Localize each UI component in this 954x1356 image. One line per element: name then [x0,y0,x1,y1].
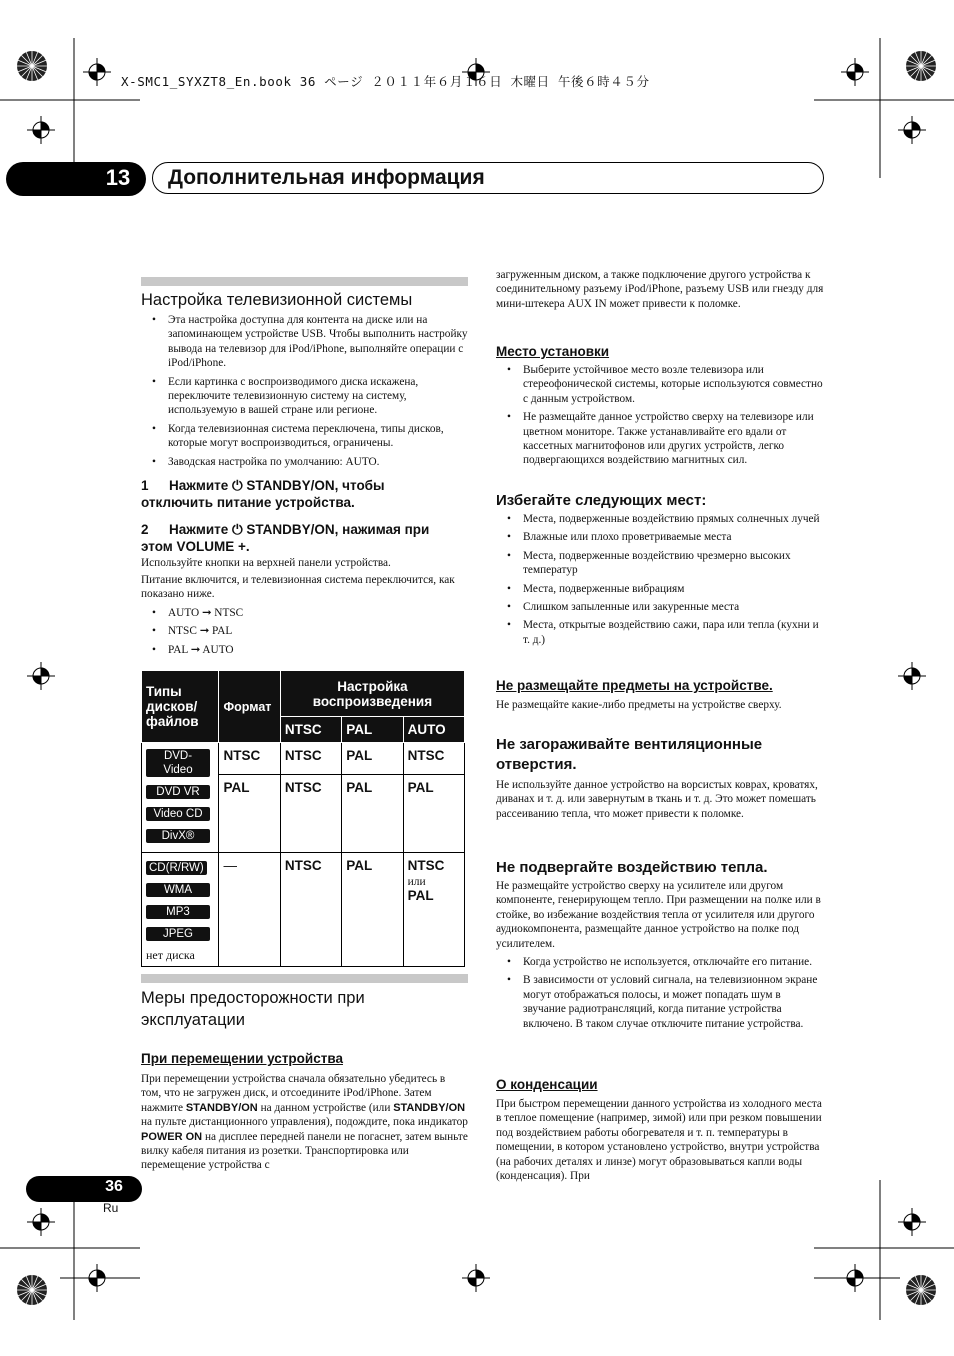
list-item: • Когда телевизионная система переключена, типы дисков, которые могут воспроизводиться, ограничены. [141,422,468,451]
list-item: • Не размещайте данное устройство сверху на телевизоре или цветном мониторе. Также устанавливайте его вдали от кассетных магнитофонов или других устройств, легко подвергающихся воздействию магнитных сил. [496,410,824,468]
avoid-bullets [496,512,824,651]
text-run: на данном устройстве (или [257,1101,394,1114]
list-item: • PAL ➞ AUTO [141,643,468,657]
list-item: • Места, открытые воздействию сажи, пара или тепла (кухни и т. д.) [496,618,824,647]
moving-heading: При перемещении устройства [141,1051,343,1066]
table-cell-or: или [407,876,426,888]
disc-badge: DVD VR [146,785,210,799]
note-buttons: Используйте кнопки на верхней панели устройства. [141,557,391,569]
chapter-title: Дополнительная информация [168,166,485,189]
col-header-pal: PAL [342,717,403,743]
disc-badge: Video CD [146,807,210,821]
ventilation-text: Не используйте данное устройство на ворсистых коврах, кроватях, диванах и т. д. или завернутым в ткань и т. д. Это может помешать рассеиванию тепла, что может привести к поломке. [496,779,818,820]
list-item: • Места, подверженные воздействию чрезмерно высоких температур [496,549,824,578]
no-objects-heading: Не размещайте предметы на устройстве. [496,678,773,693]
no-objects-text: Не размещайте какие-либо предметы на устройстве сверху. [496,699,782,711]
heat-heading: Не подвергайте воздействию тепла. [496,859,768,876]
table-cell [403,853,464,967]
list-item: • Места, подверженные вибрациям [496,582,824,596]
disc-badge: DivX® [146,829,210,843]
list-item: • В зависимости от условий сигнала, на телевизионном экране могут отображаться полосы, и может попадать шум в звучание радиотрансляций, когда питание устройства включено. В таком случае отключите питание устройства. [496,973,824,1031]
table-cell: NTSC [280,743,341,775]
tv-system-heading: Настройка телевизионной системы [141,291,413,309]
tv-system-table [141,670,465,967]
table-cell: PAL [403,774,464,852]
table-cell: PAL [342,743,403,775]
moving-text-continued: загруженным диском, а также подключение другого устройства к соединительному разъему iPod/iPhone, разъему USB или гнезду для мини-штекера AUX IN может привести к поломке. [496,269,824,310]
ventilation-heading: Не загораживайте вентиляционные отверстия. [496,736,763,773]
table-cell: NTSC [219,743,280,775]
text-run: на дисплее передней панели не погаснет, затем выньте вилку кабеля питания из розетки. Транспортировка или перемещение устройства с [141,1130,468,1172]
step-1 [141,477,451,511]
section-divider [141,277,468,286]
disc-badge: CD(R/RW) [146,861,207,875]
step-number: 2 [141,522,149,537]
condensation-heading: О конденсации [496,1077,598,1092]
text-run: на пульте дистанционного управления), подождите, пока индикатор [141,1116,468,1129]
note-power: Питание включится, и телевизионная система переключится, как показано ниже. [141,574,455,601]
page-number: 36 [105,1178,123,1195]
text-run: При перемещении устройства сначала обязательно убедитесь в том, что не загружен диск, и отсоедините iPod/iPhone. Затем нажмите [141,1073,446,1114]
list-item: • Места, подверженные воздействию прямых солнечных лучей [496,512,824,526]
indicator-name: POWER ON [141,1130,203,1143]
disc-group-video [142,743,219,853]
no-disc-label: нет диска [146,948,195,962]
step-text: Нажмите ⏻ STANDBY/ON, чтобы отключить питание устройства. [141,478,385,510]
step-2 [141,521,461,555]
table-cell: PAL [342,853,403,967]
table-cell: NTSC [280,774,341,852]
list-item: • Слишком запыленные или закуренные места [496,600,824,614]
chapter-number: 13 [105,165,131,190]
precautions-heading: Меры предосторожности при эксплуатации [141,989,365,1029]
list-item: • Если картинка с воспроизводимого диска искажена, переключите телевизионную систему на систему, используемую в вашей стране или регионе. [141,375,468,418]
col-header-format: Формат [219,671,280,743]
heat-text: Не размещайте устройство сверху на усилителе или другом компоненте, генерирующем тепло. При размещении на полке или в стойке, во избежание воздействия тепла от усилителя или другого аудиокомпонента, размещайте данное устройство на полке под усилителем. [496,880,821,950]
list-item: • NTSC ➞ PAL [141,624,468,638]
table-cell: PAL [342,774,403,852]
step-text: Нажмите ⏻ STANDBY/ON, нажимая при этом VOLUME +. [141,522,430,554]
table-cell: NTSC [280,853,341,967]
table-cell-value: PAL [407,888,434,903]
disc-group-audio [142,853,219,967]
file-info-line: X-SMC1_SYXZT8_En.book 36 ページ ２０１１年６月１６日 木曜日 午後６時４５分 [121,74,650,89]
table-cell: NTSC [403,743,464,775]
col-header-auto: AUTO [403,717,464,743]
disc-badge: DVD-Video [146,749,210,777]
section-divider [141,974,468,983]
table-cell: — [219,853,280,967]
disc-badge: WMA [146,883,210,897]
col-header-playback: Настройка воспроизведения [280,671,464,717]
disc-badge: MP3 [146,905,210,919]
list-item: • Влажные или плохо проветриваемые места [496,530,824,544]
list-item: • Когда устройство не используется, отключайте его питание. [496,955,824,969]
heat-bullets [496,955,824,1035]
disc-badge: JPEG [146,927,210,941]
system-cycle-list [141,606,468,661]
button-name: STANDBY/ON [393,1101,466,1114]
language-code: Ru [103,1201,119,1215]
avoid-heading: Избегайте следующих мест: [496,492,707,509]
list-item: • Выберите устойчивое место возле телевизора или стереофонической системы, которые используются совместно с данным устройством. [496,363,824,406]
list-item: • AUTO ➞ NTSC [141,606,468,620]
table-cell-value: NTSC [407,858,445,873]
moving-text [141,1072,468,1173]
condensation-text: При быстром перемещении данного устройства из холодного места в теплое помещение (например, зимой) или при резком повышении под воздействием работы обогревателя и т. п. температуры в помещении, в котором установлено устройство, внутри устройства (на рабочих деталях и линзе) могут образовываться капли воды (конденсация). При [496,1098,822,1183]
location-heading: Место установки [496,344,610,359]
tv-system-bullets [141,313,468,473]
location-bullets [496,363,824,472]
table-row [142,853,465,967]
step-number: 1 [141,478,149,493]
list-item: • Заводская настройка по умолчанию: AUTO. [141,455,468,469]
button-name: STANDBY/ON [185,1101,258,1114]
table-row [142,743,465,775]
table-cell: PAL [219,774,280,852]
col-header-types: Типы дисков/ файлов [142,671,219,743]
col-header-ntsc: NTSC [280,717,341,743]
list-item: • Эта настройка доступна для контента на диске или на запоминающем устройстве USB. Чтобы выполнить настройку вывода на телевизор для iPod/iPhone, выполняйте операции с iPod/iPhone. [141,313,468,371]
